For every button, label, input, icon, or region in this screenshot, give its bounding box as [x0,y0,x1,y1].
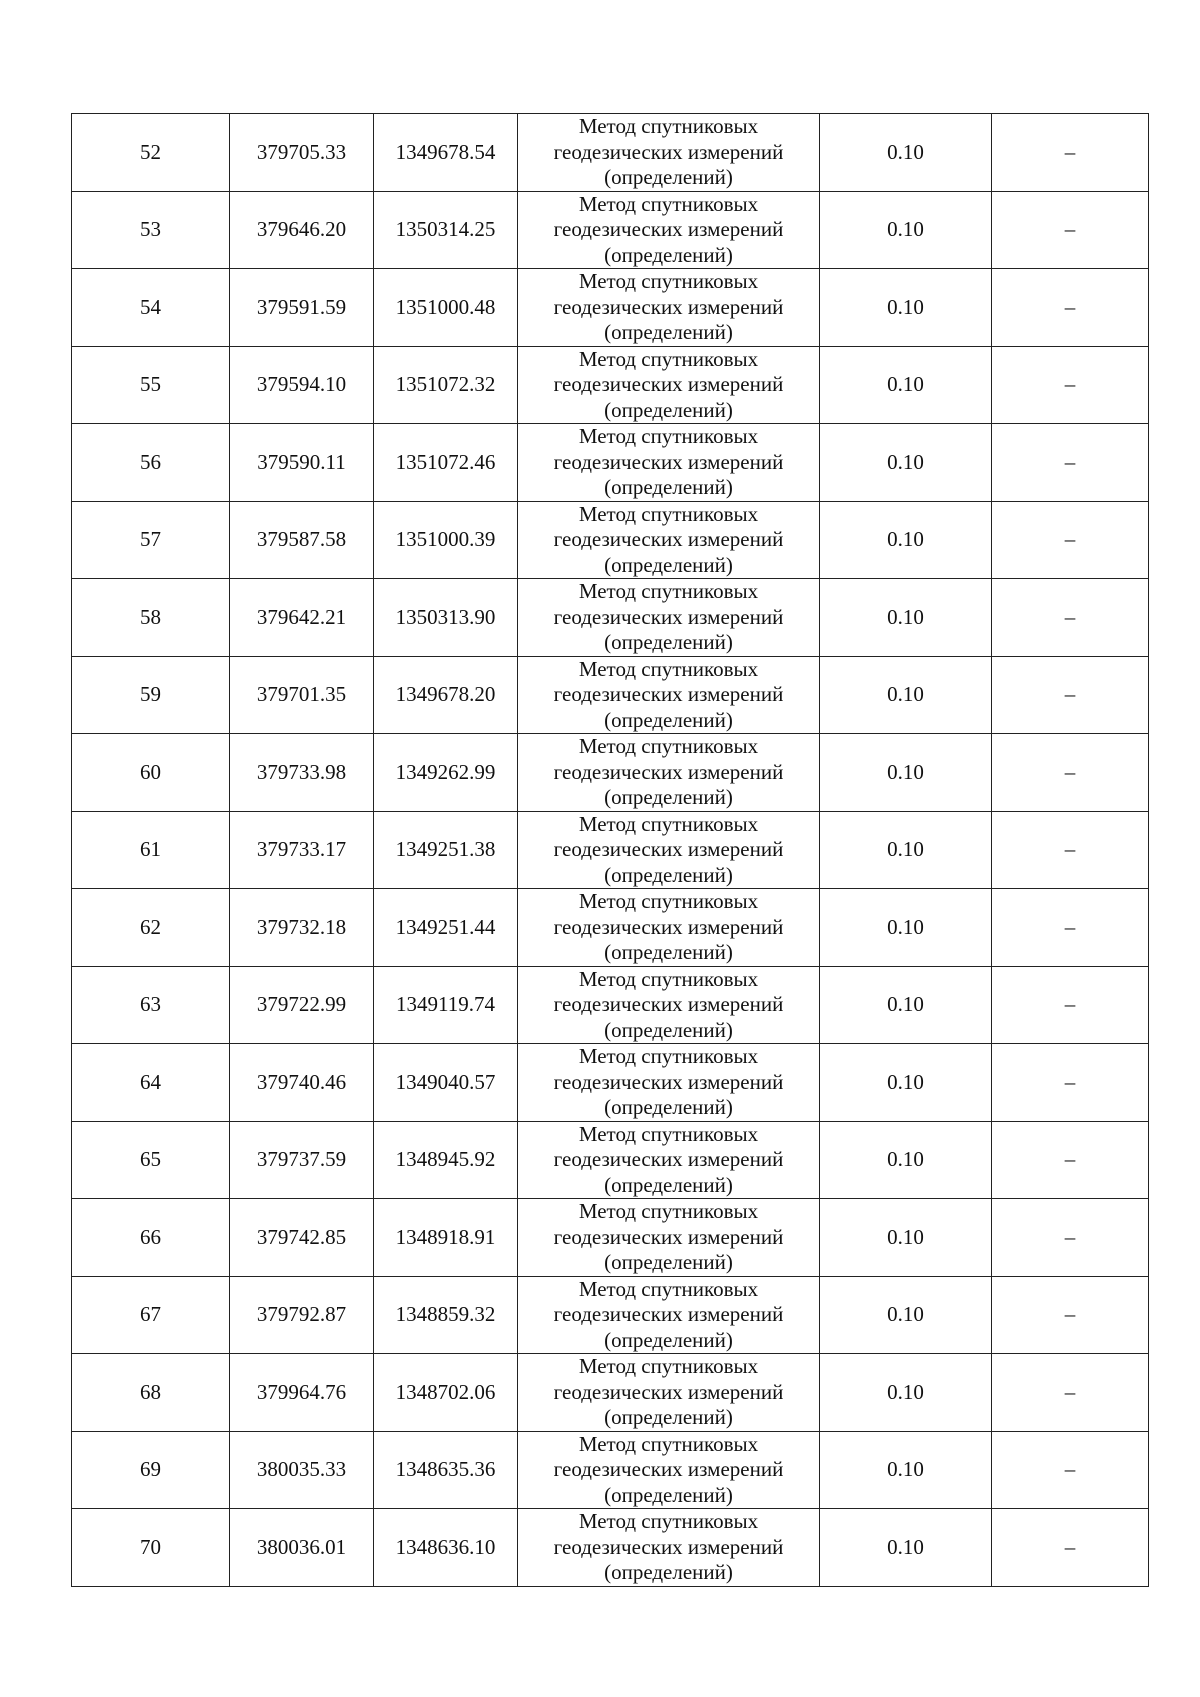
method-line: Метод спутниковых [578,579,759,603]
point-number-cell: 58 [72,579,230,657]
method-cell [518,1509,820,1587]
method-line: геодезических измерений [553,1147,784,1171]
accuracy-cell: 0.10 [820,501,992,579]
x-coordinate-cell: 379646.20 [230,191,374,269]
table-row [72,889,1149,967]
table-row [72,1044,1149,1122]
method-line: геодезических измерений [553,372,784,396]
note-cell: – [992,1121,1149,1199]
method-line: геодезических измерений [553,1457,784,1481]
note-cell: – [992,656,1149,734]
accuracy-cell: 0.10 [820,1044,992,1122]
accuracy-cell: 0.10 [820,1431,992,1509]
method-line: Метод спутниковых [578,1044,759,1068]
method-cell [518,501,820,579]
method-line: Метод спутниковых [578,269,759,293]
accuracy-cell: 0.10 [820,579,992,657]
method-line: Метод спутниковых [578,1431,759,1456]
method-line: Метод спутниковых [578,1276,759,1301]
note-cell: – [992,424,1149,502]
x-coordinate-cell: 379733.98 [230,734,374,812]
y-coordinate-cell: 1348636.10 [374,1509,518,1587]
table-body [72,114,1149,1587]
note-cell: – [992,966,1149,1044]
x-coordinate-cell: 379587.58 [230,501,374,579]
y-coordinate-cell: 1348635.36 [374,1431,518,1509]
y-coordinate-cell: 1349262.99 [374,734,518,812]
table-row [72,579,1149,657]
method-line: Метод спутниковых [578,501,759,526]
y-coordinate-cell: 1351072.32 [374,346,518,424]
point-number-cell: 68 [72,1354,230,1432]
y-coordinate-cell: 1349119.74 [374,966,518,1044]
table-row [72,191,1149,269]
point-number-cell: 54 [72,269,230,347]
x-coordinate-cell: 379737.59 [230,1121,374,1199]
method-line: геодезических измерений [553,1379,784,1404]
table-row [72,966,1149,1044]
y-coordinate-cell: 1350314.25 [374,191,518,269]
point-number-cell: 60 [72,734,230,812]
method-line: Метод спутниковых [578,1509,759,1533]
y-coordinate-cell: 1351000.39 [374,501,518,579]
method-line: (определений) [604,940,733,964]
note-cell: – [992,1044,1149,1122]
method-cell [518,1431,820,1509]
note-cell: – [992,1199,1149,1277]
method-line: (определений) [604,165,733,189]
table-row [72,1431,1149,1509]
method-line: геодезических измерений [553,1224,784,1249]
method-line: (определений) [604,1017,733,1042]
method-line: Метод спутниковых [578,346,759,371]
method-line: геодезических измерений [553,682,784,706]
y-coordinate-cell: 1349678.54 [374,114,518,192]
method-cell [518,1354,820,1432]
y-coordinate-cell: 1351000.48 [374,269,518,347]
method-line: (определений) [604,397,733,422]
method-line: (определений) [604,707,733,732]
point-number-cell: 64 [72,1044,230,1122]
accuracy-cell: 0.10 [820,191,992,269]
x-coordinate-cell: 379642.21 [230,579,374,657]
x-coordinate-cell: 379701.35 [230,656,374,734]
method-line: (определений) [604,1327,733,1352]
x-coordinate-cell: 379732.18 [230,889,374,967]
point-number-cell: 59 [72,656,230,734]
y-coordinate-cell: 1348945.92 [374,1121,518,1199]
method-line: (определений) [604,242,733,267]
table-row [72,1199,1149,1277]
x-coordinate-cell: 379740.46 [230,1044,374,1122]
method-line: Метод спутниковых [578,191,759,216]
method-line: (определений) [604,630,733,654]
table-row [72,734,1149,812]
table-row [72,811,1149,889]
method-line: Метод спутниковых [578,114,759,138]
method-cell [518,346,820,424]
method-cell [518,191,820,269]
accuracy-cell: 0.10 [820,1199,992,1277]
method-line: (определений) [604,552,733,577]
point-number-cell: 55 [72,346,230,424]
accuracy-cell: 0.10 [820,346,992,424]
y-coordinate-cell: 1350313.90 [374,579,518,657]
point-number-cell: 52 [72,114,230,192]
note-cell: – [992,811,1149,889]
method-line: Метод спутниковых [578,1354,759,1378]
method-cell [518,734,820,812]
method-line: геодезических измерений [553,759,784,784]
method-line: (определений) [604,862,733,887]
table-row [72,656,1149,734]
method-line: геодезических измерений [553,294,784,319]
note-cell: – [992,1276,1149,1354]
table-row [72,346,1149,424]
method-line: (определений) [604,1482,733,1507]
point-number-cell: 70 [72,1509,230,1587]
method-cell [518,424,820,502]
method-line: Метод спутниковых [578,889,759,913]
point-number-cell: 65 [72,1121,230,1199]
accuracy-cell: 0.10 [820,1354,992,1432]
note-cell: – [992,1354,1149,1432]
method-line: геодезических измерений [553,1534,784,1559]
accuracy-cell: 0.10 [820,966,992,1044]
method-line: Метод спутниковых [578,734,759,758]
point-number-cell: 63 [72,966,230,1044]
table-row [72,424,1149,502]
method-line: (определений) [604,785,733,809]
method-line: геодезических измерений [553,837,784,861]
method-cell [518,579,820,657]
accuracy-cell: 0.10 [820,1509,992,1587]
coordinates-table [71,113,1149,1587]
accuracy-cell: 0.10 [820,424,992,502]
x-coordinate-cell: 379722.99 [230,966,374,1044]
x-coordinate-cell: 379705.33 [230,114,374,192]
table-row [72,1354,1149,1432]
accuracy-cell: 0.10 [820,889,992,967]
note-cell: – [992,501,1149,579]
method-cell [518,656,820,734]
accuracy-cell: 0.10 [820,811,992,889]
method-line: геодезических измерений [553,1302,784,1326]
note-cell: – [992,114,1149,192]
table-row [72,501,1149,579]
point-number-cell: 56 [72,424,230,502]
method-cell [518,966,820,1044]
table-row [72,1121,1149,1199]
accuracy-cell: 0.10 [820,656,992,734]
method-line: Метод спутниковых [578,656,759,681]
method-line: (определений) [604,320,733,344]
method-line: (определений) [604,1172,733,1197]
method-line: геодезических измерений [553,217,784,241]
x-coordinate-cell: 379733.17 [230,811,374,889]
accuracy-cell: 0.10 [820,1276,992,1354]
method-line: Метод спутниковых [578,966,759,991]
method-cell [518,1121,820,1199]
method-line: (определений) [604,1250,733,1274]
y-coordinate-cell: 1349678.20 [374,656,518,734]
note-cell: – [992,269,1149,347]
point-number-cell: 67 [72,1276,230,1354]
note-cell: – [992,579,1149,657]
x-coordinate-cell: 379590.11 [230,424,374,502]
method-cell [518,1276,820,1354]
accuracy-cell: 0.10 [820,734,992,812]
note-cell: – [992,734,1149,812]
point-number-cell: 57 [72,501,230,579]
accuracy-cell: 0.10 [820,114,992,192]
y-coordinate-cell: 1351072.46 [374,424,518,502]
y-coordinate-cell: 1348702.06 [374,1354,518,1432]
table-row [72,269,1149,347]
method-line: геодезических измерений [553,139,784,164]
point-number-cell: 62 [72,889,230,967]
method-line: Метод спутниковых [578,424,759,448]
table-row [72,1509,1149,1587]
y-coordinate-cell: 1349251.44 [374,889,518,967]
method-line: (определений) [604,475,733,499]
x-coordinate-cell: 379964.76 [230,1354,374,1432]
method-line: Метод спутниковых [578,1199,759,1223]
table-row [72,1276,1149,1354]
point-number-cell: 61 [72,811,230,889]
x-coordinate-cell: 379594.10 [230,346,374,424]
point-number-cell: 69 [72,1431,230,1509]
x-coordinate-cell: 379591.59 [230,269,374,347]
table-row [72,114,1149,192]
method-line: геодезических измерений [553,604,784,629]
method-cell [518,269,820,347]
method-line: геодезических измерений [553,527,784,551]
method-line: Метод спутниковых [578,1121,759,1146]
method-line: геодезических измерений [553,992,784,1016]
x-coordinate-cell: 379742.85 [230,1199,374,1277]
note-cell: – [992,1431,1149,1509]
method-line: геодезических измерений [553,914,784,939]
note-cell: – [992,346,1149,424]
method-cell [518,889,820,967]
note-cell: – [992,889,1149,967]
method-line: геодезических измерений [553,449,784,474]
point-number-cell: 53 [72,191,230,269]
x-coordinate-cell: 380036.01 [230,1509,374,1587]
method-line: геодезических измерений [553,1069,784,1094]
note-cell: – [992,1509,1149,1587]
y-coordinate-cell: 1348859.32 [374,1276,518,1354]
accuracy-cell: 0.10 [820,1121,992,1199]
point-number-cell: 66 [72,1199,230,1277]
accuracy-cell: 0.10 [820,269,992,347]
method-cell [518,1199,820,1277]
note-cell: – [992,191,1149,269]
method-cell [518,114,820,192]
method-cell [518,1044,820,1122]
x-coordinate-cell: 379792.87 [230,1276,374,1354]
method-line: (определений) [604,1095,733,1119]
method-line: Метод спутниковых [578,811,759,836]
y-coordinate-cell: 1349251.38 [374,811,518,889]
y-coordinate-cell: 1349040.57 [374,1044,518,1122]
method-line: (определений) [604,1560,733,1584]
method-cell [518,811,820,889]
y-coordinate-cell: 1348918.91 [374,1199,518,1277]
x-coordinate-cell: 380035.33 [230,1431,374,1509]
method-line: (определений) [604,1405,733,1429]
